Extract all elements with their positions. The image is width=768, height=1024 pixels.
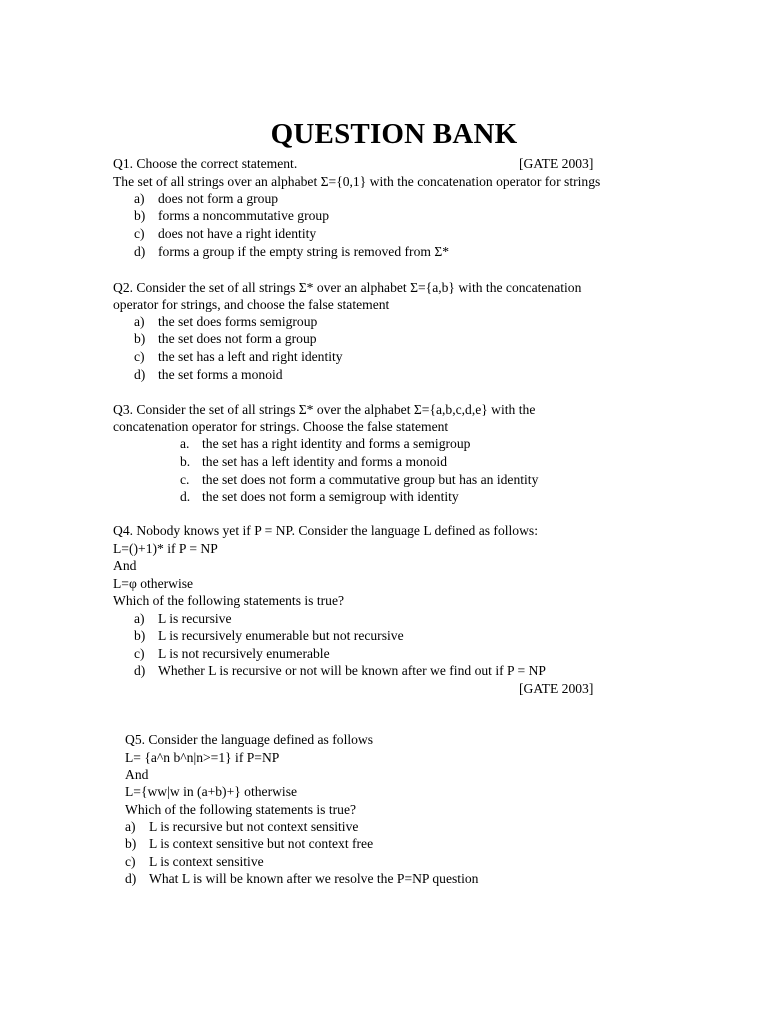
q5-text-line-1: Q5. Consider the language defined as follows: [125, 732, 374, 747]
option-text: forms a noncommutative group: [158, 208, 330, 223]
q3-text-line-2: concatenation operator for strings. Choose the false statement: [113, 419, 449, 434]
option-label: a): [125, 819, 136, 834]
option-label: b): [134, 628, 146, 643]
q2-option-d: [134, 366, 283, 383]
q2-text-line-1: Q2. Consider the set of all strings Σ* over an alphabet Σ={a,b} with the concatenation: [113, 280, 582, 295]
option-text: does not have a right identity: [158, 226, 317, 241]
option-text: L is not recursively enumerable: [158, 646, 330, 661]
option-text: the set does forms semigroup: [158, 314, 318, 329]
option-text: L is recursive: [158, 611, 232, 626]
option-label: b): [125, 836, 137, 851]
option-label: c.: [180, 472, 190, 487]
q1-text: The set of all strings over an alphabet Σ={0,1} with the concatenation operator for strings: [113, 174, 601, 189]
option-text: the set forms a monoid: [158, 367, 283, 382]
option-label: b.: [180, 454, 191, 469]
q5-text-line-2: L= {a^n b^n|n>=1} if P=NP: [125, 750, 280, 765]
option-text: does not form a group: [158, 191, 279, 206]
option-label: a): [134, 611, 145, 626]
q4-text-line-5: Which of the following statements is true?: [113, 593, 345, 608]
option-text: L is recursive but not context sensitive: [149, 819, 359, 834]
option-label: c): [134, 226, 145, 241]
option-text: the set does not form a semigroup with identity: [202, 489, 459, 504]
q3-option-c: [180, 471, 538, 488]
option-label: c): [134, 646, 145, 661]
q5-text-line-3: And: [125, 767, 149, 782]
option-text: What L is will be known after we resolve the P=NP question: [149, 871, 479, 886]
q4-option-a: [134, 610, 231, 627]
option-label: a.: [180, 436, 190, 451]
q4-option-b: [134, 627, 404, 644]
q2-option-c: [134, 348, 343, 365]
option-text: the set has a left and right identity: [158, 349, 343, 364]
option-text: the set has a left identity and forms a monoid: [202, 454, 448, 469]
q5-text-line-5: Which of the following statements is true?: [125, 802, 357, 817]
q1-option-c: [134, 225, 316, 242]
q3-text-line-1: Q3. Consider the set of all strings Σ* over the alphabet Σ={a,b,c,d,e} with the: [113, 402, 536, 417]
q4-option-d: [134, 662, 546, 679]
option-label: b): [134, 331, 146, 346]
q2-option-b: [134, 330, 317, 347]
q1-option-a: [134, 190, 278, 207]
option-label: d): [134, 367, 146, 382]
q2-text-line-2: operator for strings, and choose the false statement: [113, 297, 390, 312]
option-label: a): [134, 314, 145, 329]
page-title: QUESTION BANK: [270, 118, 518, 150]
q4-text-line-3: And: [113, 558, 137, 573]
option-label: d): [125, 871, 137, 886]
q3-option-b: [180, 453, 447, 470]
option-text: the set does not form a group: [158, 331, 317, 346]
q1-reference: [GATE 2003]: [519, 156, 594, 171]
option-text: L is recursively enumerable but not recursive: [158, 628, 404, 643]
q4-reference: [GATE 2003]: [519, 681, 594, 696]
q4-text-line-4: L=φ otherwise: [113, 576, 194, 591]
q5-text-line-4: L={ww|w in (a+b)+} otherwise: [125, 784, 298, 799]
option-text: L is context sensitive but not context free: [149, 836, 374, 851]
option-text: forms a group if the empty string is removed from Σ*: [158, 244, 450, 259]
q4-text-line-1: Q4. Nobody knows yet if P = NP. Consider the language L defined as follows:: [113, 523, 538, 538]
option-label: b): [134, 208, 146, 223]
q1-option-d: [134, 243, 449, 260]
q5-option-a: [125, 818, 358, 835]
option-label: d.: [180, 489, 191, 504]
option-label: d): [134, 244, 146, 259]
option-label: d): [134, 663, 146, 678]
option-label: c): [134, 349, 145, 364]
option-text: Whether L is recursive or not will be known after we find out if P = NP: [158, 663, 546, 678]
q1-heading: Q1. Choose the correct statement.: [113, 156, 298, 171]
q3-option-a: [180, 435, 470, 452]
q4-text-line-2: L=()+1)* if P = NP: [113, 541, 218, 556]
q4-option-c: [134, 645, 330, 662]
option-text: L is context sensitive: [149, 854, 264, 869]
option-text: the set does not form a commutative group but has an identity: [202, 472, 539, 487]
option-label: c): [125, 854, 136, 869]
option-text: the set has a right identity and forms a semigroup: [202, 436, 471, 451]
option-label: a): [134, 191, 145, 206]
q5-option-d: [125, 870, 478, 887]
q5-option-c: [125, 853, 264, 870]
q2-option-a: [134, 313, 317, 330]
q1-option-b: [134, 207, 329, 224]
q5-option-b: [125, 835, 373, 852]
q3-option-d: [180, 488, 459, 505]
